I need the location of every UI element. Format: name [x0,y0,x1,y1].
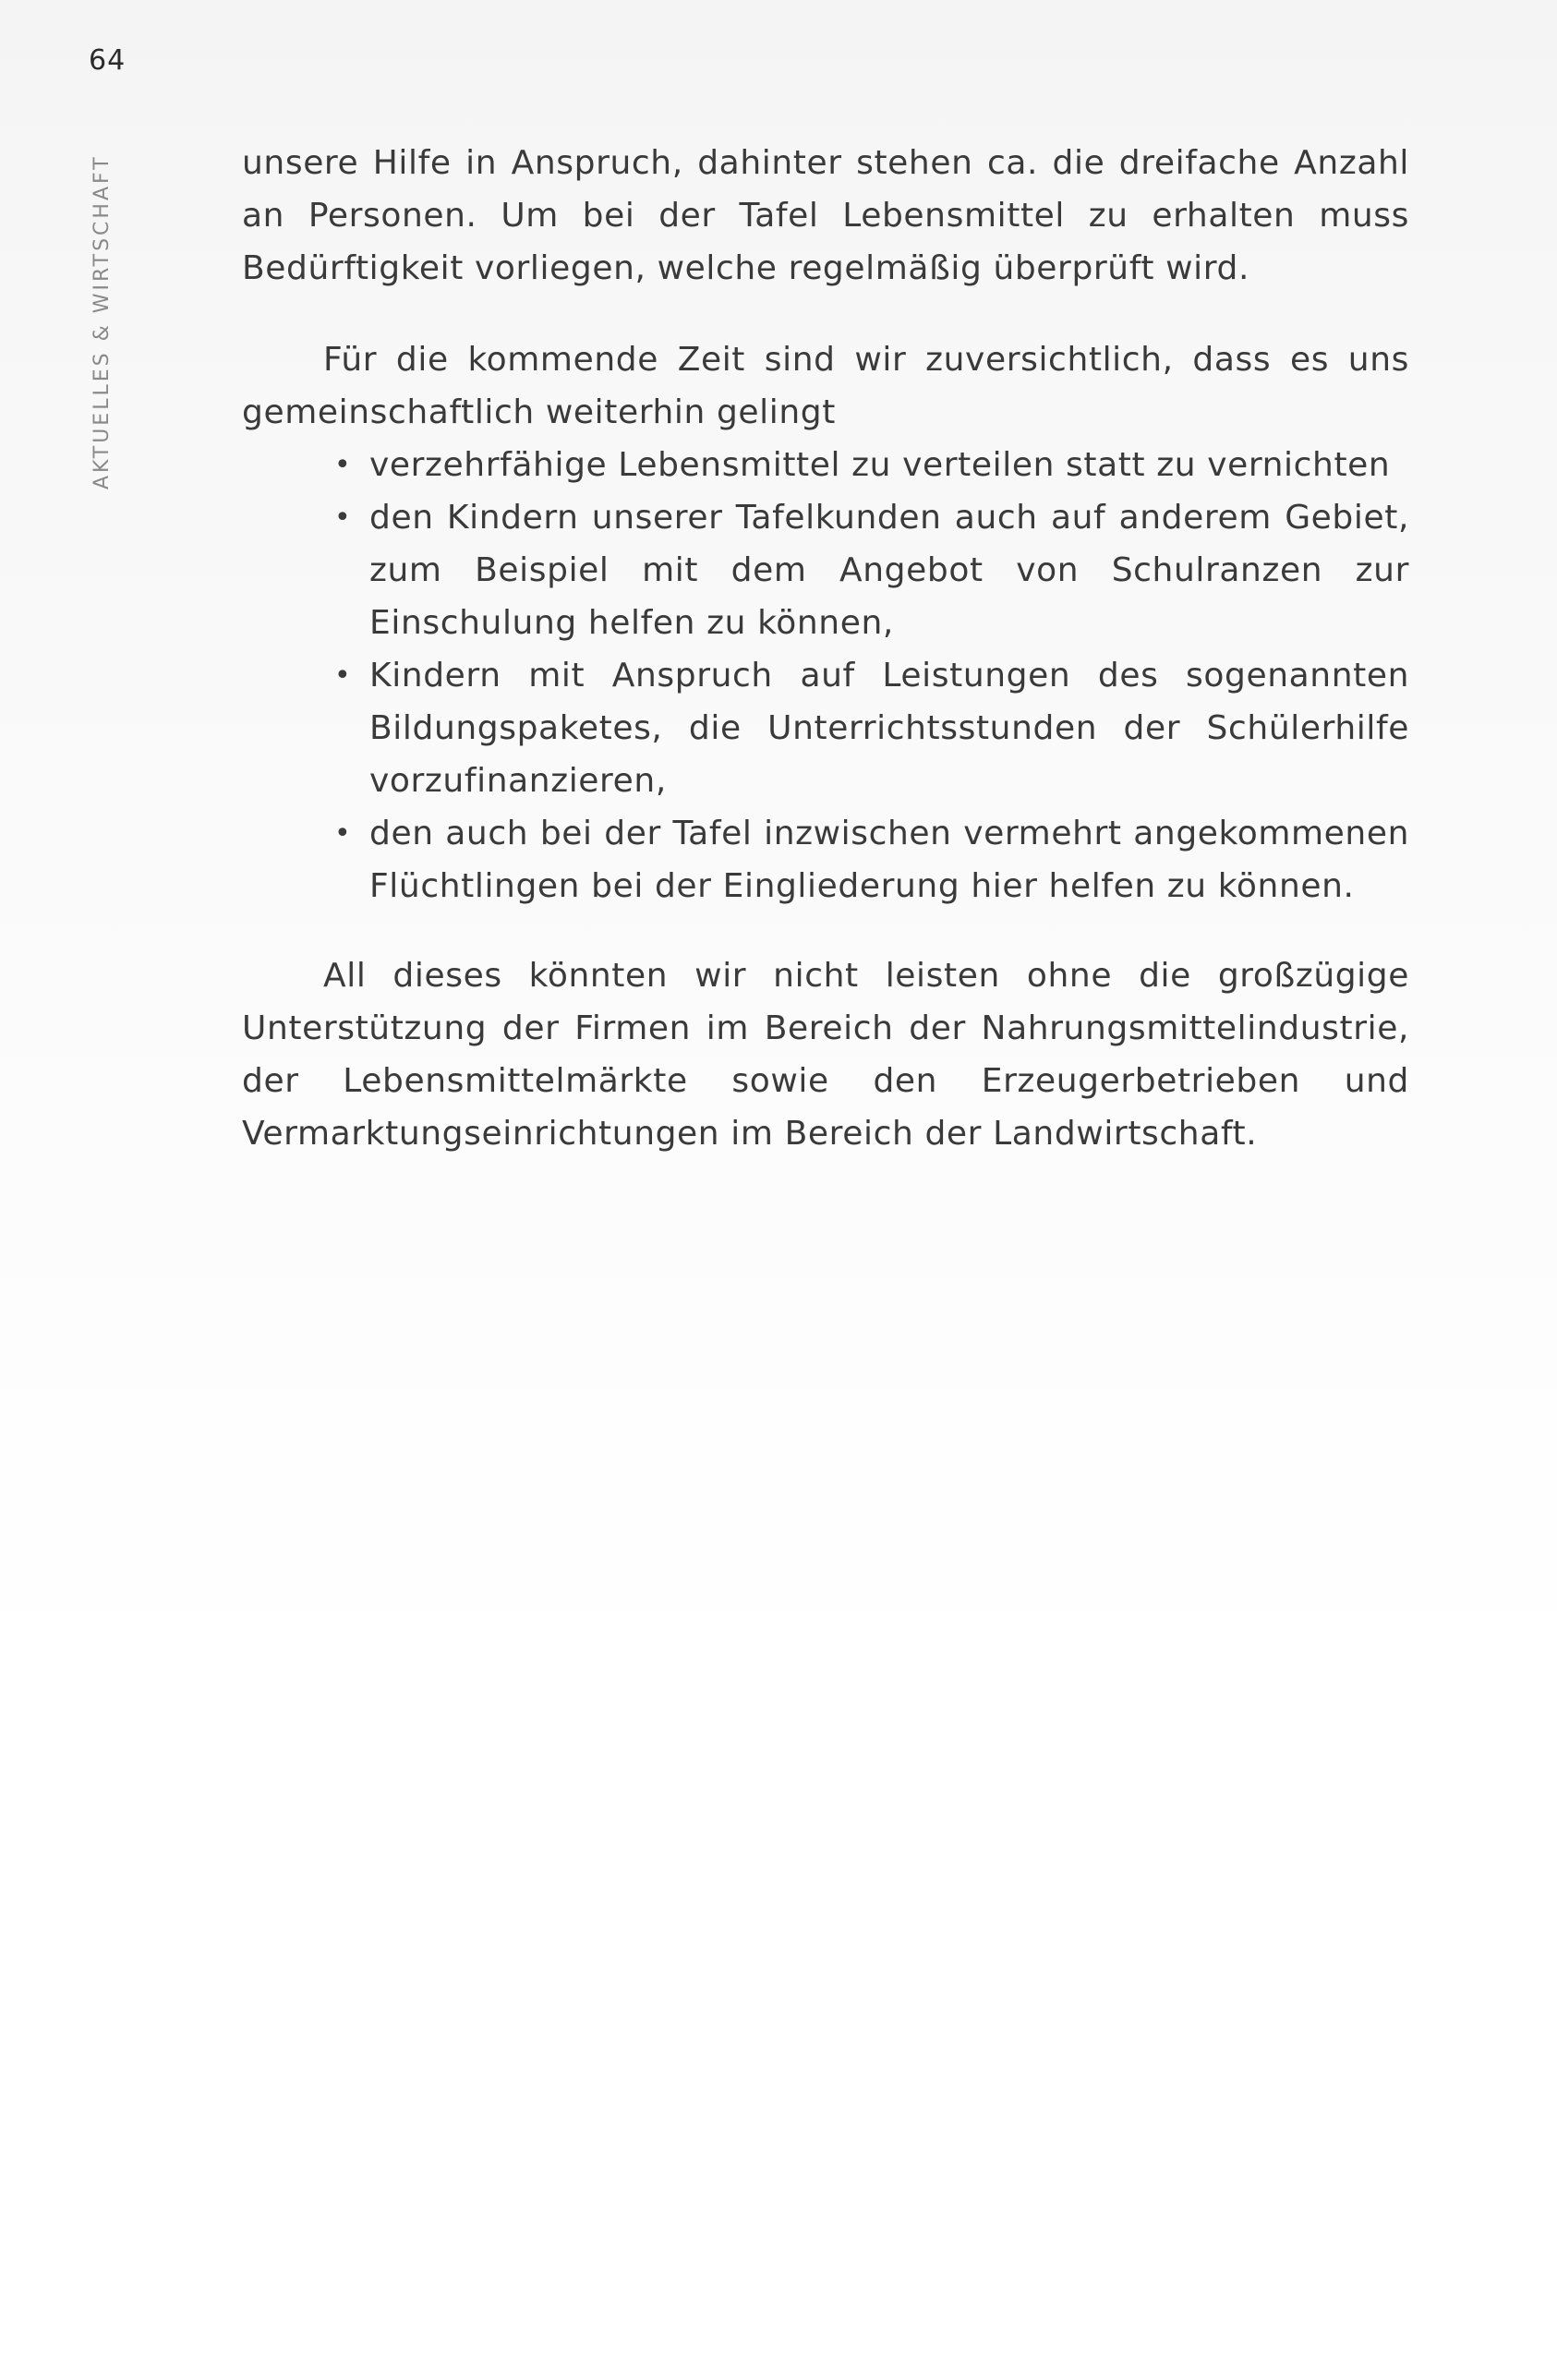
bullet-icon: • [334,449,352,481]
page-number: 64 [89,44,127,77]
main-text [242,137,1409,1160]
bullet-text: verzehrfähige Lebensmittel zu verteilen statt zu vernichten [369,446,1391,484]
bullet-item [334,491,1409,649]
bullet-item [334,807,1409,912]
bullet-icon: • [334,659,352,692]
paragraph-3: All dieses könnten wir nicht leisten ohne die großzügige Unterstützung der Firmen im Bereich der Nahrungsmittelindustrie, der Lebensmittelmärkte sowie den Erzeugerbetrieben und Vermarktungseinrichtungen im Bereich der Landwirtschaft. [242,957,1409,1153]
bullet-icon: • [334,817,352,850]
bullet-list [242,439,1409,912]
bullet-text: den Kindern unserer Tafelkunden auch auf anderem Gebiet, zum Beispiel mit dem Angebot von Schulranzen zur Einschulung helfen zu können, [369,499,1409,642]
paragraph-2-intro: Für die kommende Zeit sind wir zuversichtlich, dass es uns gemeinschaftlich weiterhin gelingt [242,341,1409,431]
bullet-item [334,439,1409,491]
bullet-item [334,649,1409,807]
section-label: AKTUELLES & WIRTSCHAFT [91,154,114,489]
bullet-text: den auch bei der Tafel inzwischen vermehrt angekommenen Flüchtlingen bei der Eingliederung hier helfen zu können. [369,815,1409,905]
bullet-text: Kindern mit Anspruch auf Leistungen des sogenannten Bildungspaketes, die Unterrichtsstunden der Schülerhilfe vorzufinanzieren, [369,657,1409,800]
bullet-icon: • [334,501,352,534]
paragraph-1: unsere Hilfe in Anspruch, dahinter stehen ca. die dreifache Anzahl an Personen. Um bei der Tafel Lebensmittel zu erhalten muss Bedürftigkeit vorliegen, welche regelmäßig überprüft wird. [242,144,1409,287]
